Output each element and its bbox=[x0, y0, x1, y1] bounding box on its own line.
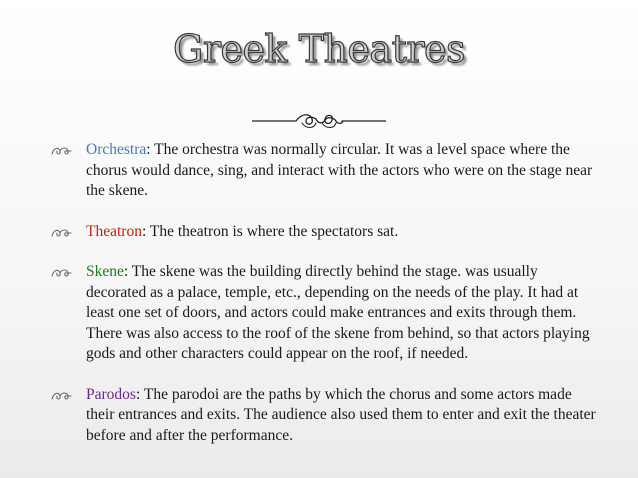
bullet-term: Skene bbox=[86, 263, 124, 280]
bullet-term: Orchestra bbox=[86, 141, 147, 158]
bullet-separator: : bbox=[146, 141, 151, 158]
fleuron-bullet-icon bbox=[50, 145, 72, 157]
fleuron-bullet-icon bbox=[50, 227, 72, 239]
bullet-item-theatron bbox=[50, 222, 600, 243]
bullet-item-skene bbox=[50, 262, 600, 365]
scroll-ornament-icon bbox=[252, 110, 386, 132]
slide-title: Greek Theatres bbox=[173, 27, 465, 71]
bullet-separator: : bbox=[141, 222, 147, 240]
bullet-separator: : bbox=[135, 385, 141, 403]
bullet-item-parodos bbox=[50, 385, 600, 447]
bullet-text: The skene was the building directly behind the stage. was usually decorated as a palace, temple, etc., depending on the needs of the play. It had at least one set of doors, and actors could make entrances and exits through them. There was also access to the roof of the skene from behind, so that actors playing gods and other characters could appear on the roof, if needed. bbox=[86, 263, 590, 362]
fleuron-bullet-icon bbox=[50, 390, 72, 402]
bullet-item-orchestra bbox=[50, 140, 600, 202]
bullet-term: Parodos bbox=[86, 385, 136, 403]
bullet-separator: : bbox=[123, 263, 129, 280]
bullet-text: The orchestra was normally circular. It was a level space where the chorus would dance, sing, and interact with the actors who were on the stage near the skene. bbox=[86, 141, 593, 199]
fleuron-bullet-icon bbox=[50, 267, 72, 279]
bullet-list bbox=[50, 140, 600, 466]
bullet-text: The parodoi are the paths by which the chorus and some actors made their entrances and exits. The audience also used them to enter and exit the theater before and after the performance. bbox=[86, 385, 596, 444]
bullet-term: Theatron bbox=[86, 222, 142, 240]
bullet-text: The theatron is where the spectators sat. bbox=[146, 222, 399, 240]
